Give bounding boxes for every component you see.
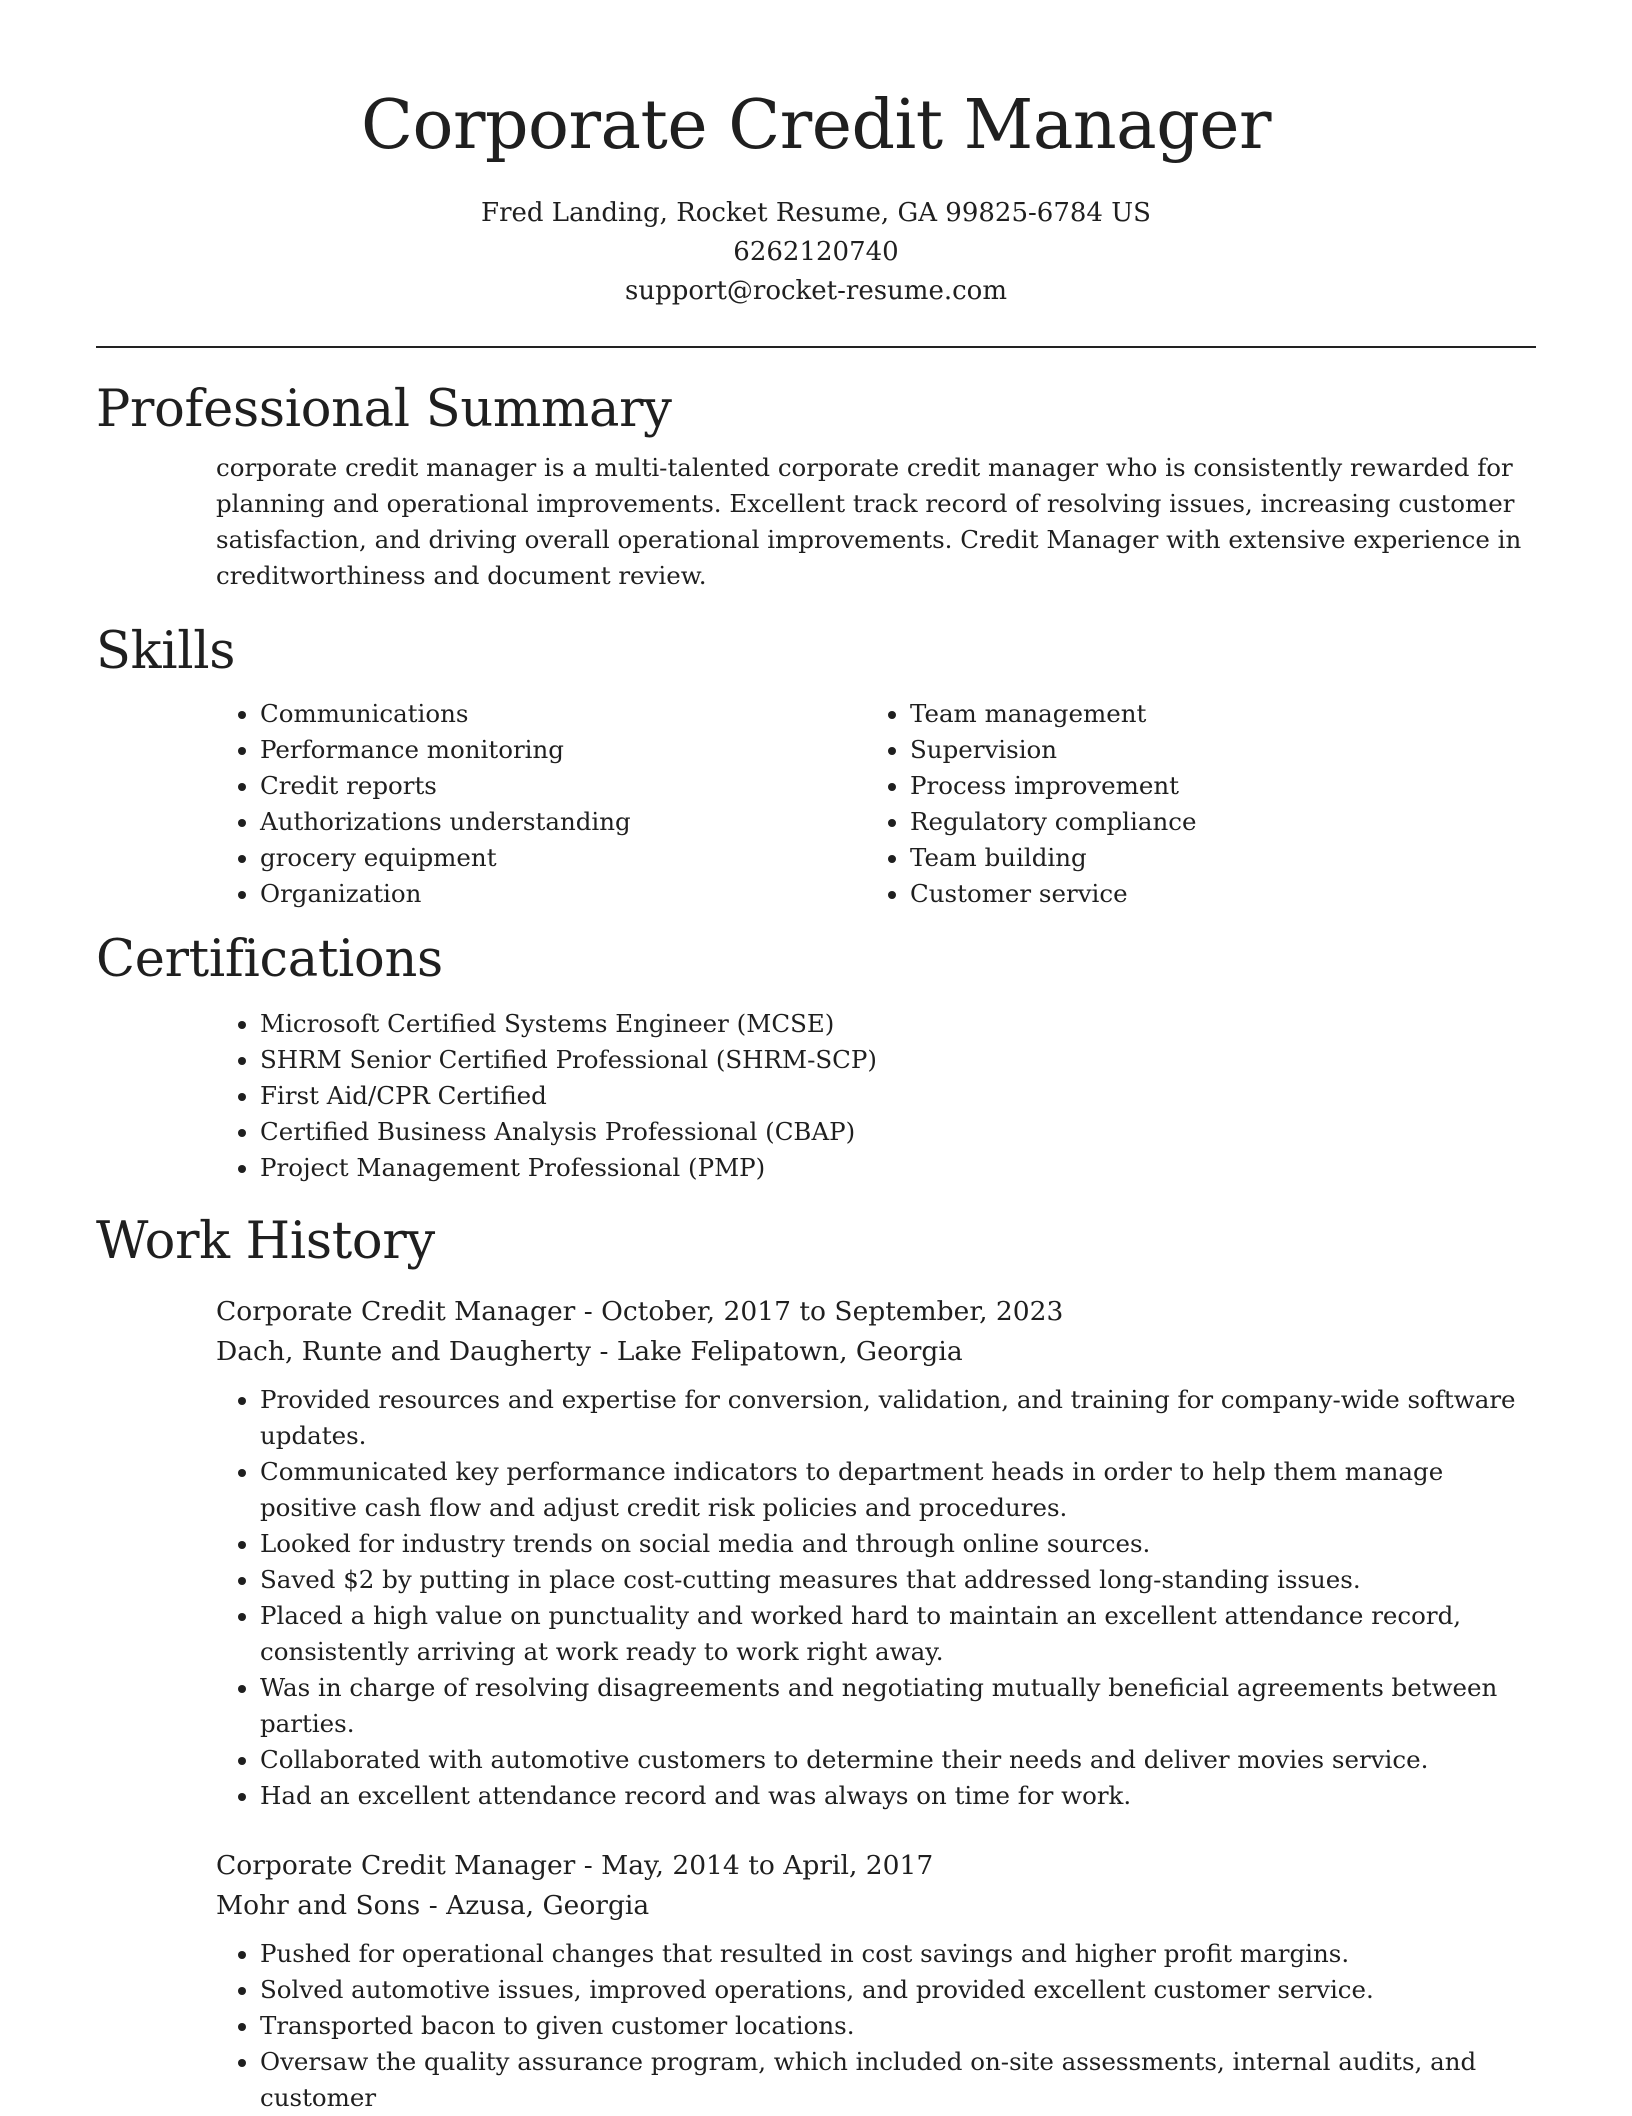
resume-title: Corporate Credit Manager [361,86,1271,165]
skill-item: • Organization [260,876,866,912]
certifications-section [96,930,1536,1186]
certification-item: • Microsoft Certified Systems Engineer (MCSE) [260,1006,1536,1042]
job-dates: - May, 2014 to April, 2017 [575,1850,934,1881]
skills-list-right [866,696,1516,912]
job-bullet: • Transported bacon to given customer locations. [260,2008,1536,2044]
contact-email: support@rocket-resume.com [624,276,1007,306]
job-entry [216,1292,1536,1372]
job-bullet: • Oversaw the quality assurance program, which included on-site assessments, internal audits, and customer [260,2044,1536,2116]
job-entry [216,1846,1536,1926]
job-role: Corporate Credit Manager [216,1850,576,1881]
skill-item: • Customer service [910,876,1516,912]
certifications-heading: Certifications [96,930,443,989]
certifications-list [216,1006,1536,1186]
job-bullet-list [216,1936,1536,2116]
skill-item: • Performance monitoring [260,732,866,768]
header-divider [96,346,1536,348]
skill-item: • Credit reports [260,768,866,804]
job-bullet: • Communicated key performance indicators to department heads in order to help them manage positive cash flow and adjust credit risk policies and procedures. [260,1454,1536,1526]
contact-block [96,194,1536,311]
job-role: Corporate Credit Manager [216,1296,576,1327]
job-title-line [216,1846,1536,1886]
job-bullet: • Provided resources and expertise for conversion, validation, and training for company-wide software updates. [260,1382,1536,1454]
skill-item: • Authorizations understanding [260,804,866,840]
skill-item: • Supervision [910,732,1516,768]
job-location: - Lake Felipatown, Georgia [591,1336,963,1367]
job-bullet: • Saved $2 by putting in place cost-cutting measures that addressed long-standing issues. [260,1562,1536,1598]
job-company: Mohr and Sons [216,1890,421,1921]
job-bullet: • Placed a high value on punctuality and worked hard to maintain an excellent attendance record, consistently arriving at work ready to work right away. [260,1598,1536,1670]
contact-address: Fred Landing, Rocket Resume, GA 99825-6784 US [481,198,1151,228]
job-bullet: • Looked for industry trends on social media and through online sources. [260,1526,1536,1562]
job-dates: - October, 2017 to September, 2023 [575,1296,1064,1327]
job-company-line [216,1886,1536,1926]
summary-heading: Professional Summary [96,380,672,439]
skill-item: • Regulatory compliance [910,804,1516,840]
job-bullet: • Had an excellent attendance record and was always on time for work. [260,1778,1536,1814]
work-history-section [96,1212,1536,2116]
job-company-line [216,1332,1536,1372]
skill-item: • Process improvement [910,768,1516,804]
contact-phone: 6262120740 [733,237,899,267]
job-bullet: • Was in charge of resolving disagreements and negotiating mutually beneficial agreements between parties. [260,1670,1536,1742]
skills-columns [216,696,1536,912]
skills-heading: Skills [96,622,236,681]
work-history-heading: Work History [96,1212,435,1271]
summary-text: corporate credit manager is a multi-talented corporate credit manager who is consistently rewarded for planning and operational improvements. Excellent track record of resolving issues, increasing customer satisfaction, and driving overall operational improvements. Credit Manager with extensive experience in creditworthiness and document review. [216,453,1522,590]
certification-item: • First Aid/CPR Certified [260,1078,1536,1114]
skill-item: • Communications [260,696,866,732]
skill-item: • grocery equipment [260,840,866,876]
job-location: - Azusa, Georgia [420,1890,650,1921]
certification-item: • Certified Business Analysis Professional (CBAP) [260,1114,1536,1150]
certification-item: • SHRM Senior Certified Professional (SHRM-SCP) [260,1042,1536,1078]
job-bullet: • Collaborated with automotive customers to determine their needs and deliver movies service. [260,1742,1536,1778]
skill-item: • Team management [910,696,1516,732]
job-bullet-list [216,1382,1536,1814]
job-title-line [216,1292,1536,1332]
skills-list-left [216,696,866,912]
summary-section [96,380,1536,594]
skills-section [96,622,1536,912]
job-bullet: • Pushed for operational changes that resulted in cost savings and higher profit margins. [260,1936,1536,1972]
skill-item: • Team building [910,840,1516,876]
job-bullet: • Solved automotive issues, improved operations, and provided excellent customer service. [260,1972,1536,2008]
resume-page [96,0,1536,2116]
certification-item: • Project Management Professional (PMP) [260,1150,1536,1186]
job-company: Dach, Runte and Daugherty [216,1336,592,1367]
